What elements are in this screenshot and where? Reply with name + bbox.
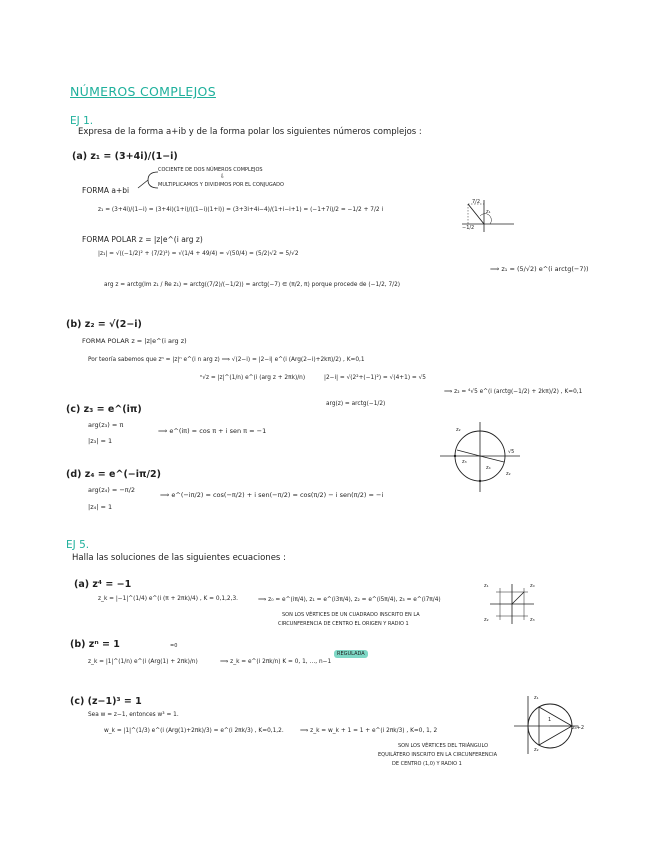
- ej1a-arg-calc: arg z = arctg(Im z₁ / Re z₁) = arctg((7/2)/(−1/2)) = arctg(−7) ∈ (π/2, π) porque procede de (−1/2, 7/2): [104, 282, 401, 288]
- ej1d-mod: |z₄| = 1: [88, 503, 113, 511]
- ej1c-fig-z2b: z₂: [506, 471, 511, 477]
- ej1a-forma-ab-calc: z₁ = (3+4i)/(1−i) = (3+4i)(1+i)/((1−i)(1+i)) = (3+3i+4i−4)/(1+i−i+1) = (−1+7i)/2 = −1/2 + 7/2 i: [98, 207, 384, 213]
- ej5a-result: ⟹ z₀ = e^(iπ/4), z₁ = e^(i3π/4), z₂ = e^(i5π/4), z₃ = e^(i7π/4): [258, 597, 441, 603]
- ej1b-forma-polar: FORMA POLAR z = |z|e^(i arg z): [82, 337, 187, 345]
- ej1a-note1: COCIENTE DE DOS NÚMEROS COMPLEJOS: [158, 167, 263, 173]
- ej1c-calc: ⟹ e^(iπ) = cos π + i sen π = −1: [158, 427, 267, 435]
- ej1a-note-arrow: ⇩: [220, 174, 225, 180]
- ej1d-arg: arg(z₄) = −π/2: [88, 486, 136, 494]
- page-title: NÚMEROS COMPLEJOS: [70, 84, 216, 99]
- ej1a-modulus-calc: |z₁| = √((−1/2)² + (7/2)²) = √(1/4 + 49/4) = √(50/4) = (5/2)√2 = 5/√2: [98, 251, 299, 257]
- ej1a-result: ⟹ z₁ = (5/√2) e^(i arctg(−7)): [490, 265, 589, 273]
- ej5c-fig-1: 1: [548, 717, 552, 723]
- ej5a-fig-z0: z₀: [530, 583, 535, 589]
- ej1-statement: Expresa de la forma a+ib y de la forma polar los siguientes números complejos :: [78, 127, 422, 137]
- ej5a-note2: CIRCUNFERENCIA DE CENTRO EL ORIGEN Y RADIO 1: [278, 621, 409, 627]
- ej1c-label: (c) z₃ = e^(iπ): [66, 404, 142, 415]
- ej1b-arg: arg(z) = arctg(−1/2): [326, 401, 386, 407]
- ej5a-calc: z_k = |−1|^(1/4) e^(i (π + 2πk)/4) , K = 0,1,2,3.: [98, 596, 238, 602]
- ej5a-note1: SON LOS VÉRTICES DE UN CUADRADO INSCRITO EN LA: [282, 612, 420, 618]
- ej5b-badge: REGULADA: [334, 650, 368, 658]
- ej5a-fig-z2: z₂: [484, 617, 489, 623]
- ej1c-fig-r: √5: [508, 449, 515, 455]
- ej1a-forma-ab-label: FORMA a+bi: [82, 186, 130, 195]
- ej1-label: EJ 1.: [70, 115, 94, 127]
- ej1-circle-figure: [440, 422, 520, 492]
- ej5c-fig-z1: z₁: [534, 695, 539, 701]
- ej1b-root-formula: ⁿ√z = |z|^(1/n) e^(i (arg z + 2πk)/n): [200, 375, 306, 381]
- ej1a-fig-y: 7/2: [472, 199, 481, 205]
- ej5c-calc: w_k = |1|^(1/3) e^(i (Arg(1)+2πk)/3) = e^(i 2πk/3) , K=0,1,2.: [104, 728, 284, 734]
- ej5-statement: Halla las soluciones de las siguientes ecuaciones :: [72, 553, 286, 563]
- ej5c-fig-z2: z₂: [534, 747, 539, 753]
- ej5c-result: ⟹ z_k = w_k + 1 = 1 + e^(i 2πk/3) , K=0, 1, 2: [300, 728, 438, 734]
- ej5b-label: (b) zⁿ = 1: [70, 639, 120, 650]
- ej1c-fig-z3: z₃: [462, 459, 467, 465]
- ej5a-figure: [490, 584, 534, 624]
- ej5c-note3: DE CENTRO (1,0) Y RADIO 1: [392, 761, 462, 767]
- ej5c-sea: Sea w = z−1, entonces w³ = 1.: [88, 712, 179, 718]
- ej1a-fig-x: −1/2: [462, 225, 475, 231]
- ej5a-label: (a) z⁴ = −1: [74, 579, 132, 590]
- ej5c-fig-z0: z₀+2: [572, 725, 584, 731]
- ej1b-label: (b) z₂ = √(2−i): [66, 319, 142, 330]
- ej1d-label: (d) z₄ = e^(−iπ/2): [66, 469, 161, 480]
- ej1c-mod: |z₃| = 1: [88, 437, 113, 445]
- ej1d-calc: ⟹ e^(−iπ/2) = cos(−π/2) + i sen(−π/2) = cos(π/2) − i sen(π/2) = −i: [160, 491, 384, 499]
- ej1c-fig-z2: z₂: [456, 427, 461, 433]
- ej1a-brace: [138, 168, 160, 192]
- ej5-label: EJ 5.: [66, 539, 90, 551]
- ej5c-note1: SON LOS VÉRTICES DEL TRIÁNGULO: [398, 743, 489, 749]
- ej1c-arg: arg(z₃) = π: [88, 421, 124, 429]
- ej5c-figure: [514, 696, 578, 754]
- ej1a-note2: MULTIPLICAMOS Y DIVIDIMOS POR EL CONJUGADO: [158, 182, 284, 188]
- ej1b-result: ⟹ z₂ = ⁴√5 e^(i (arctg(−1/2) + 2kπ)/2) , K=0,1: [444, 389, 583, 395]
- ej5a-fig-z3: z₃: [530, 617, 535, 623]
- ej5b-result: ⟹ z_k = e^(i 2πk/n) K = 0, 1, …, n−1: [220, 659, 332, 665]
- ej5b-arg-zero: =0: [170, 643, 178, 649]
- ej5b-calc: z_k = |1|^(1/n) e^(i (Arg(1) + 2πk)/n): [88, 659, 198, 665]
- ej5c-note2: EQUILÁTERO INSCRITO EN LA CIRCUNFERENCIA: [378, 752, 498, 758]
- ej5c-label: (c) (z−1)³ = 1: [70, 696, 142, 707]
- ej1a-fig-z: z₁: [486, 209, 491, 215]
- ej1b-mod: |2−i| = √(2²+(−1)²) = √(4+1) = √5: [324, 375, 427, 381]
- ej1b-teoria: Por teoría sabemos que zⁿ = |z|ⁿ e^(i n arg z) ⟹ √(2−i) = |2−i| e^(i (Arg(2−i)+2kπ)/2) , K=0,1: [88, 357, 365, 363]
- ej5a-fig-z1: z₁: [484, 583, 489, 589]
- ej1a-forma-polar-label: FORMA POLAR z = |z|e^(i arg z): [82, 235, 203, 244]
- ej1a-label: (a) z₁ = (3+4i)/(1−i): [72, 151, 178, 162]
- ej1c-fig-z4: z₄: [486, 465, 491, 471]
